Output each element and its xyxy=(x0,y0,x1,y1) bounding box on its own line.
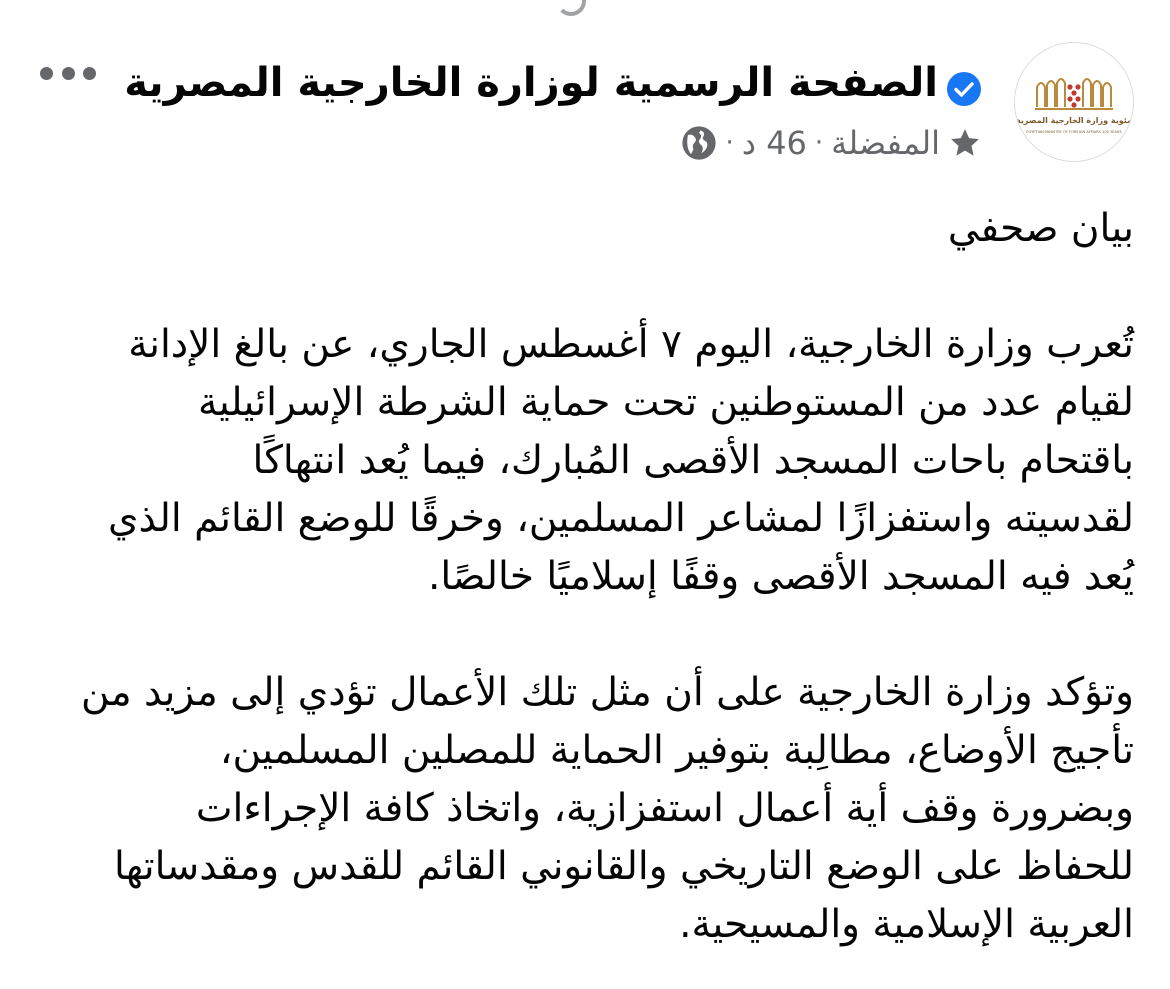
paragraph1-line: باقتحام باحات المسجد الأقصى المُبارك، فيما يُعد انتهاكًا xyxy=(252,438,1134,483)
meta-separator: · xyxy=(814,128,824,158)
page-avatar[interactable] xyxy=(1014,42,1134,162)
logo-caption-english: EGYPTIAN MINISTRY OF FOREIGN AFFAIRS 100 YEARS xyxy=(1026,130,1122,134)
paragraph1-line: لقيام عدد من المستوطنين تحت حماية الشرطة الإسرائيلية xyxy=(197,380,1134,425)
post-meta xyxy=(680,118,983,168)
dot xyxy=(83,67,96,80)
ministry-logo-icon xyxy=(1015,43,1133,161)
globe-icon[interactable] xyxy=(680,124,718,162)
post-timestamp[interactable]: 46 د xyxy=(741,124,807,162)
post-heading: بيان صحفي xyxy=(947,206,1134,251)
paragraph2-line: وبضرورة وقف أية أعمال استفزازية، واتخاذ كافة الإجراءات xyxy=(195,786,1134,831)
paragraph1-line: يُعد فيه المسجد الأقصى وقفًا إسلاميًا خالصًا. xyxy=(428,554,1134,599)
paragraph1-line: تُعرب وزارة الخارجية، اليوم ٧ أغسطس الجاري، عن بالغ الإدانة xyxy=(128,322,1134,367)
paragraph1-line: لقدسيته واستفزازًا لمشاعر المسلمين، وخرقًا للوضع القائم الذي xyxy=(108,496,1134,541)
verified-badge-icon xyxy=(946,65,982,101)
favorites-label[interactable]: المفضلة xyxy=(831,124,940,162)
cropped-icon-fragment xyxy=(556,0,586,16)
page-name-link[interactable]: الصفحة الرسمية لوزارة الخارجية المصرية xyxy=(124,60,938,106)
post-body xyxy=(34,200,1134,954)
logo-caption-arabic: مئوية وزارة الخارجية المصرية xyxy=(1016,116,1132,125)
paragraph2-line: وتؤكد وزارة الخارجية على أن مثل تلك الأعمال تؤدي إلى مزيد من xyxy=(81,670,1134,715)
meta-separator: · xyxy=(725,128,734,158)
dot xyxy=(62,67,75,80)
paragraph2-line: تأجيج الأوضاع، مطالِبة بتوفير الحماية للمصلين المسلمين، xyxy=(219,728,1134,773)
dot xyxy=(40,67,53,80)
star-icon xyxy=(948,126,982,160)
post-header-title xyxy=(124,54,982,112)
paragraph2-line: للحفاظ على الوضع التاريخي والقانوني القائم للقدس ومقدساتها xyxy=(113,844,1134,889)
paragraph2-line: العربية الإسلامية والمسيحية. xyxy=(679,902,1134,947)
more-options-icon[interactable] xyxy=(40,58,96,88)
